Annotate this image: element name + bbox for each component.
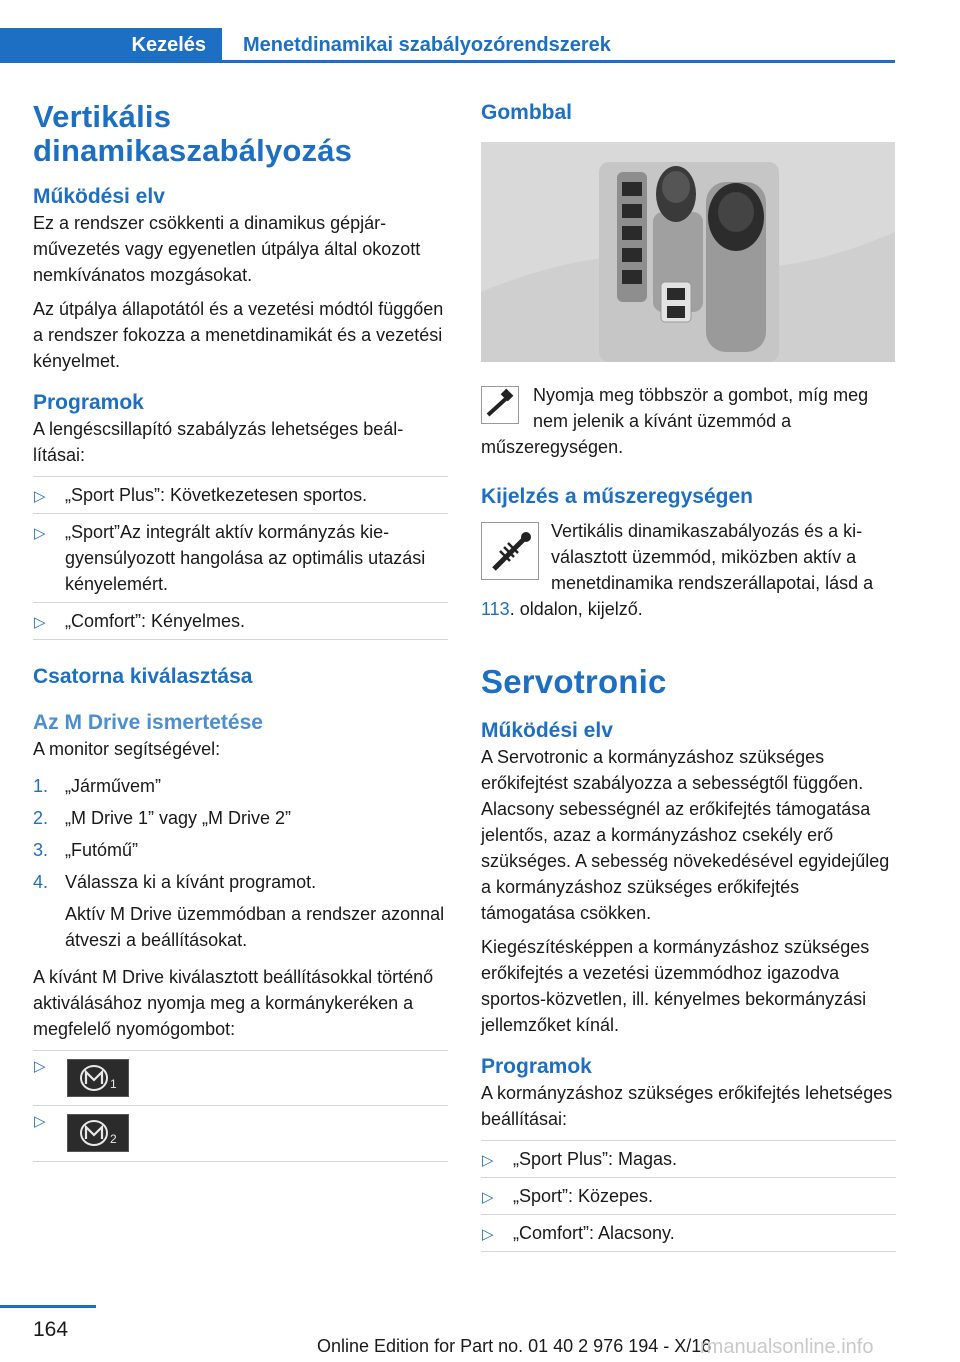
shock-absorber-icon	[481, 386, 519, 424]
list-item: ▷ „Comfort”: Kényelmes.	[33, 603, 448, 640]
right-column	[481, 100, 896, 1252]
left-column	[33, 100, 448, 1162]
program-list	[481, 1140, 896, 1252]
edition-note: Online Edition for Part no. 01 40 2 976 194 - X/16	[317, 1336, 712, 1356]
page-reference-link[interactable]: 113	[481, 599, 510, 619]
list-item: ▷ „Sport”Az integrált aktív kormányzás kiegyensúlyozott hangolása az optimális utazási kényelemért.	[33, 514, 448, 603]
heading-programs: Programok	[33, 391, 144, 414]
list-item: ▷ „Sport”: Közepes.	[481, 1178, 896, 1215]
list-item: ▷ „Sport Plus”: Magas.	[481, 1140, 896, 1178]
footer-divider	[0, 1305, 96, 1308]
list-item: 3. „Futómű”	[33, 840, 139, 860]
button-list	[33, 1050, 448, 1162]
program-list	[33, 476, 448, 640]
step-note: Aktív M Drive üzemmódban a rendszer azonnal átveszi a beállításokat.	[65, 904, 445, 950]
heading-by-button: Gombbal	[481, 101, 573, 124]
triangle-bullet-icon: ▷	[482, 1226, 494, 1243]
svg-text:2: 2	[110, 1132, 117, 1146]
list-item: ▷ „Comfort”: Alacsony.	[481, 1215, 896, 1252]
triangle-bullet-icon: ▷	[34, 525, 46, 542]
heading-m-drive: Az M Drive ismertetése	[33, 711, 263, 734]
triangle-bullet-icon: ▷	[482, 1152, 494, 1169]
triangle-bullet-icon: ▷	[34, 1058, 46, 1075]
list-item: 4. Válassza ki a kívánt programot. Aktív M Drive üzemmódban a rendszer azonnal átveszi a beállításokat.	[33, 866, 448, 956]
paragraph: A kormányzáshoz szükséges erőkifejtés lehetséges beállításai:	[481, 1083, 893, 1129]
section-title-servotronic: Servotronic	[481, 663, 667, 700]
paragraph: Nyomja meg többször a gombot, míg meg nem jelenik a kívánt üzemmód a műszeregységen.	[481, 385, 869, 457]
suspension-indicator-icon	[481, 522, 539, 580]
steps-list	[33, 770, 448, 956]
list-item: ▷ „Sport Plus”: Következetesen sportos.	[33, 476, 448, 514]
heading-operating-principle: Működési elv	[481, 719, 613, 742]
list-item: 2. „M Drive 1” vagy „M Drive 2”	[33, 808, 292, 828]
header-divider	[0, 60, 895, 63]
section-title-vertical-dynamics: Vertikális dinamikaszabályozás	[33, 99, 353, 168]
paragraph: A lengéscsillapító szabályzás lehetséges beállításai:	[33, 419, 404, 465]
paragraph: Ez a rendszer csökkenti a dinamikus gépjárművezetés vagy egyenetlen útpálya által okozott nemkívánatos mozgásokat.	[33, 213, 421, 285]
m-drive-2-button-icon	[67, 1114, 129, 1152]
triangle-bullet-icon: ▷	[34, 614, 46, 631]
heading-instrument-display: Kijelzés a műszeregységen	[481, 485, 753, 508]
heading-programs: Programok	[481, 1055, 592, 1078]
paragraph: A Servotronic a kormányzáshoz szükséges erőkifejtést szabályozza a sebességtől függően. Alacsony sebességnél az erőkifejtés támogatása jelentős, azaz a kormányzáshoz csekély erő szükséges. A sebesség növekedésével egyidejűleg a kormányzáshoz szükséges erőkifejtés támogatása csökken.	[481, 747, 890, 923]
triangle-bullet-icon: ▷	[34, 1113, 46, 1130]
page-number: 164	[33, 1318, 69, 1341]
paragraph: Vertikális dinamikaszabályozás és a kiválasztott üzemmód, miközben aktív a menetdinamika rendszerállapotai, lásd a 113. oldalon, kijelző.	[481, 521, 874, 619]
list-item	[33, 1050, 448, 1106]
watermark: rmanualsonline.info	[700, 1336, 874, 1358]
page-header	[0, 0, 895, 62]
paragraph: Az útpálya állapotától és a vezetési módtól függően a rendszer fokozza a menetdinamikát és a vezetési kényelmet.	[33, 299, 444, 371]
list-item: 1. „Járművem”	[33, 776, 162, 796]
list-item	[33, 1106, 448, 1162]
paragraph: A monitor segítségével:	[33, 739, 221, 759]
heading-operating-principle: Működési elv	[33, 185, 165, 208]
header-section-title[interactable]: Menetdinamikai szabályozórendszerek	[243, 33, 611, 56]
m-drive-1-button-icon	[67, 1059, 129, 1097]
header-chapter-tab[interactable]: Kezelés	[0, 28, 222, 62]
paragraph: Kiegészítésképpen a kormányzáshoz szükséges erőkifejtés a vezetési üzemmódhoz igazodva sportos-közvetlen, ill. kényelmes bekormányzási jellemzőket kínál.	[481, 937, 870, 1035]
triangle-bullet-icon: ▷	[34, 488, 46, 505]
triangle-bullet-icon: ▷	[482, 1189, 494, 1206]
heading-channel-selection: Csatorna kiválasztása	[33, 665, 253, 688]
svg-text:1: 1	[110, 1077, 117, 1091]
center-console-photo	[481, 142, 895, 362]
paragraph: A kívánt M Drive kiválasztott beállításokkal történő aktiválásához nyomja meg a kormánykeréken a megfelelő nyomógombot:	[33, 967, 434, 1039]
